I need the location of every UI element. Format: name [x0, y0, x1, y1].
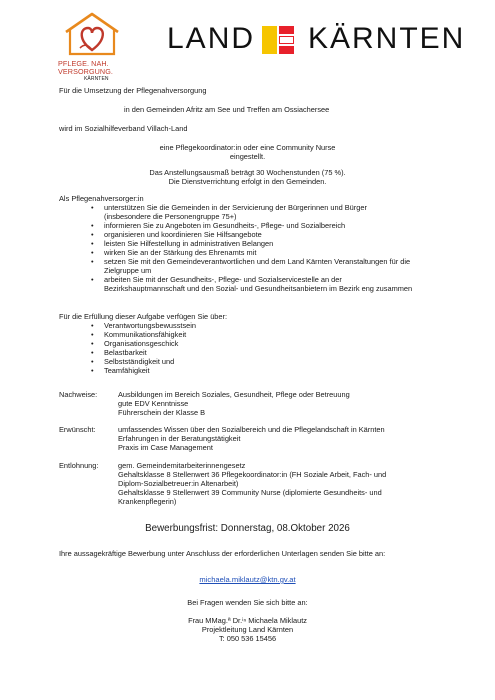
list-item: • informieren Sie zu Angeboten im Gesundheits-, Pflege- und Sozialbereich [104, 221, 412, 230]
duties-list [104, 203, 412, 293]
pflegenahversorgung-logo [58, 10, 126, 82]
brand-land: LAND [167, 22, 256, 55]
proof-values: Ausbildungen im Bereich Soziales, Gesundheit, Pflege oder Betreuung gute EDV Kenntnisse Führerschein der Klasse B [118, 390, 350, 417]
pay-values: gem. Gemeindemitarbeiterinnengesetz Gehaltsklasse 8 Stellenwert 36 Pflegekoordinator:in (FH Soziale Arbeit, Fach- und Diplom-Sozialbetreuer:in Altenarbeit) Gehaltsklasse 9 Stellenwert 39 Community Nurse (diplomierte Gesundheits- und Krankenpflegerin) [118, 461, 387, 506]
list-item: • wirken Sie an der Stärkung des Ehrenamts mit [104, 248, 412, 257]
duties-heading: Als Pflegenahversorger:in [59, 194, 144, 203]
list-item: • setzen Sie mit den Gemeindeverantwortlichen und dem Land Kärnten Veranstaltungen für die Zielgruppe um [104, 257, 412, 275]
list-item: • leisten Sie Hilfestellung in administrativen Belangen [104, 239, 412, 248]
intro-line-2: in den Gemeinden Afritz am See und Treffen am Ossiachersee [124, 105, 330, 114]
logo-wordmark: PFLEGE. NAH. VERSORGUNG. KÄRNTEN [58, 59, 114, 82]
carinthia-flag-icon [262, 26, 294, 54]
list-item: • Belastbarkeit [104, 348, 196, 357]
contact-phone: T: 050 536 15456 [218, 634, 277, 643]
list-item: • Organisationsgeschick [104, 339, 196, 348]
intro-line-3: wird im Sozialhilfeverband Villach-Land [59, 124, 188, 133]
application-deadline: Bewerbungsfrist: Donnerstag, 08.Oktober 2026 [145, 523, 350, 534]
position-hired: eingestellt. [229, 152, 266, 161]
contact-name: Frau MMag.ª Dr.ⁱⁿ Michaela Miklautz [188, 616, 307, 625]
contact-question: Bei Fragen wenden Sie sich bitte an: [187, 598, 308, 607]
list-item: • Teamfähigkeit [104, 366, 196, 375]
apply-instructions: Ihre aussagekräftige Bewerbung unter Anschluss der erforderlichen Unterlagen senden Sie bitte an: [59, 549, 386, 558]
house-heart-icon [58, 10, 126, 60]
position-title: eine Pflegekoordinator:in oder eine Community Nurse [159, 143, 336, 152]
intro-line-1: Für die Umsetzung der Pflegenahversorgung [59, 86, 207, 95]
pay-label: Entlohnung: [59, 461, 99, 470]
skills-heading: Für die Erfüllung dieser Aufgabe verfügen Sie über: [59, 312, 228, 321]
proof-label: Nachweise: [59, 390, 98, 399]
work-location: Die Dienstverrichtung erfolgt in den Gemeinden. [168, 177, 327, 186]
contact-role: Projektleitung Land Kärnten [201, 625, 294, 634]
wish-values: umfassendes Wissen über den Sozialbereich und die Pflegelandschaft in Kärnten Erfahrungen in der Beratungstätigkeit Praxis im Case Management [118, 425, 385, 452]
list-item: • arbeiten Sie mit der Gesundheits-, Pflege- und Sozialservicestelle an der Bezirkshauptmannschaft und den Sozial- und Gesundheitsanbietern im Bezirk eng zusammen [104, 275, 412, 293]
list-item: • organisieren und koordinieren Sie Hilfsangebote [104, 230, 412, 239]
working-hours: Das Anstellungsausmaß beträgt 30 Wochenstunden (75 %). [149, 168, 346, 177]
list-item: • Kommunikationsfähigkeit [104, 330, 196, 339]
list-item: • Verantwortungsbewusstsein [104, 321, 196, 330]
list-item: • unterstützen Sie die Gemeinden in der Servicierung der Bürgerinnen und Bürger (insbesondere die Personengruppe 75+) [104, 203, 412, 221]
wish-label: Erwünscht: [59, 425, 96, 434]
list-item: • Selbstständigkeit und [104, 357, 196, 366]
email-link[interactable]: michaela.miklautz@ktn.gv.at [199, 575, 296, 584]
skills-list [104, 321, 196, 375]
brand-kaernten: KÄRNTEN [308, 22, 466, 55]
